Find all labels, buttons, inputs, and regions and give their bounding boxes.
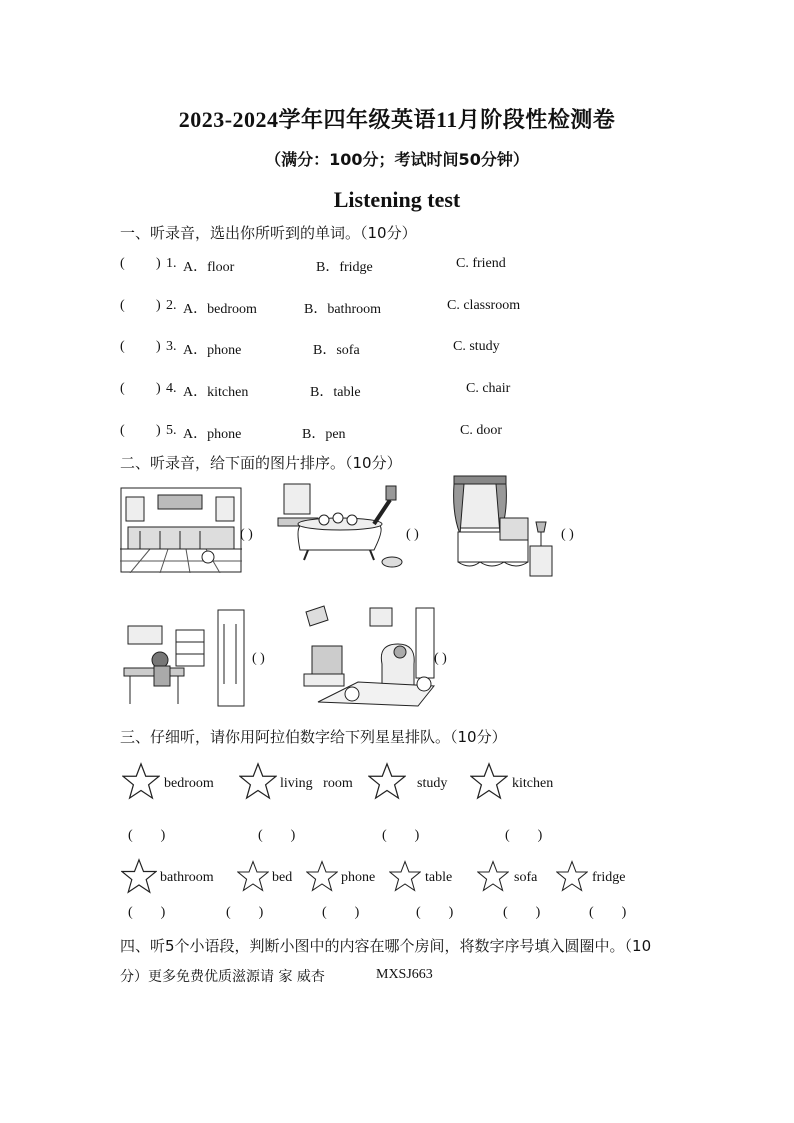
- question-number: 2.: [166, 298, 177, 313]
- option-c: C. study: [453, 339, 500, 354]
- answer-bracket-open[interactable]: (: [120, 423, 125, 438]
- option-a: A．bedroom: [183, 302, 257, 317]
- star-word: table: [425, 870, 453, 885]
- section2-heading: 二、听录音，给下面的图片排序。（10分）: [120, 454, 402, 472]
- question-number: 3.: [166, 339, 177, 354]
- option-b: B．pen: [302, 427, 346, 442]
- star-answer-paren[interactable]: ( ): [382, 828, 420, 843]
- star-answer-paren[interactable]: ( ): [258, 828, 296, 843]
- option-c: C. door: [460, 423, 502, 438]
- answer-bracket-open[interactable]: (: [120, 298, 125, 313]
- page-title: 2023-2024学年四年级英语11月阶段性检测卷: [178, 107, 616, 132]
- star-answer-paren[interactable]: ( ): [226, 905, 264, 920]
- living-room-picture: [298, 604, 436, 708]
- picture-answer-paren[interactable]: ( ): [252, 651, 265, 666]
- star-answer-paren[interactable]: ( ): [322, 905, 360, 920]
- document-code: MXSJ663: [376, 967, 433, 982]
- listening-test-title: Listening test: [333, 187, 461, 212]
- picture-answer-paren[interactable]: ( ): [240, 527, 253, 542]
- answer-bracket-open[interactable]: (: [120, 256, 125, 271]
- section1-heading: 一、听录音，选出你所听到的单词。（10分）: [120, 224, 417, 242]
- star-word: study: [417, 776, 448, 791]
- star-word: bedroom: [164, 776, 214, 791]
- star-icon: [122, 762, 160, 800]
- star-icon: [237, 860, 269, 892]
- option-c: C. chair: [466, 381, 511, 396]
- answer-bracket-close: ): [156, 423, 161, 438]
- star-answer-paren[interactable]: ( ): [128, 828, 166, 843]
- star-icon: [306, 860, 338, 892]
- answer-bracket-close: ): [156, 339, 161, 354]
- question-number: 4.: [166, 381, 177, 396]
- star-answer-paren[interactable]: ( ): [128, 905, 166, 920]
- star-icon: [470, 762, 508, 800]
- question-number: 1.: [166, 256, 177, 271]
- star-icon: [368, 762, 406, 800]
- page-subtitle: （满分：100分；考试时间50分钟）: [265, 150, 529, 169]
- section3-heading: 三、仔细听，请你用阿拉伯数字给下列星星排队。（10分）: [120, 728, 507, 746]
- bathroom-picture: [274, 480, 408, 578]
- star-word: fridge: [592, 870, 626, 885]
- option-a: A．phone: [183, 343, 242, 358]
- star-word: sofa: [514, 870, 538, 885]
- option-b: B．sofa: [313, 343, 360, 358]
- option-b: B．bathroom: [304, 302, 381, 317]
- star-word: phone: [341, 870, 376, 885]
- answer-bracket-open[interactable]: (: [120, 381, 125, 396]
- star-answer-paren[interactable]: ( ): [589, 905, 627, 920]
- option-b: B．table: [310, 385, 361, 400]
- section4-heading: 四、听5个小语段，判断小图中的内容在哪个房间，将数字序号填入圆圈中。（10: [120, 937, 652, 955]
- study-picture: [120, 604, 248, 708]
- star-icon: [556, 860, 588, 892]
- option-a: A．floor: [183, 260, 235, 275]
- question-number: 5.: [166, 423, 177, 438]
- star-icon: [477, 860, 509, 892]
- answer-bracket-close: ): [156, 381, 161, 396]
- star-icon: [389, 860, 421, 892]
- star-icon: [121, 858, 157, 894]
- option-c: C. classroom: [447, 298, 521, 313]
- star-word: kitchen: [512, 776, 554, 791]
- picture-answer-paren[interactable]: ( ): [406, 527, 419, 542]
- option-a: A．kitchen: [183, 385, 249, 400]
- answer-bracket-open[interactable]: (: [120, 339, 125, 354]
- star-word: bathroom: [160, 870, 214, 885]
- star-icon: [239, 762, 277, 800]
- star-answer-paren[interactable]: ( ): [505, 828, 543, 843]
- star-answer-paren[interactable]: ( ): [503, 905, 541, 920]
- star-answer-paren[interactable]: ( ): [416, 905, 454, 920]
- picture-answer-paren[interactable]: ( ): [561, 527, 574, 542]
- option-a: A．phone: [183, 427, 242, 442]
- option-c: C. friend: [456, 256, 506, 271]
- bedroom-picture: [450, 474, 562, 580]
- answer-bracket-close: ): [156, 256, 161, 271]
- option-b: B．fridge: [316, 260, 373, 275]
- kitchen-picture: [120, 487, 242, 573]
- answer-bracket-close: ): [156, 298, 161, 313]
- star-word: living room: [280, 776, 353, 791]
- star-word: bed: [272, 870, 293, 885]
- section4-heading-continued: 分）更多免费优质滋源请 家 威杏: [120, 969, 325, 985]
- picture-answer-paren[interactable]: ( ): [434, 651, 447, 666]
